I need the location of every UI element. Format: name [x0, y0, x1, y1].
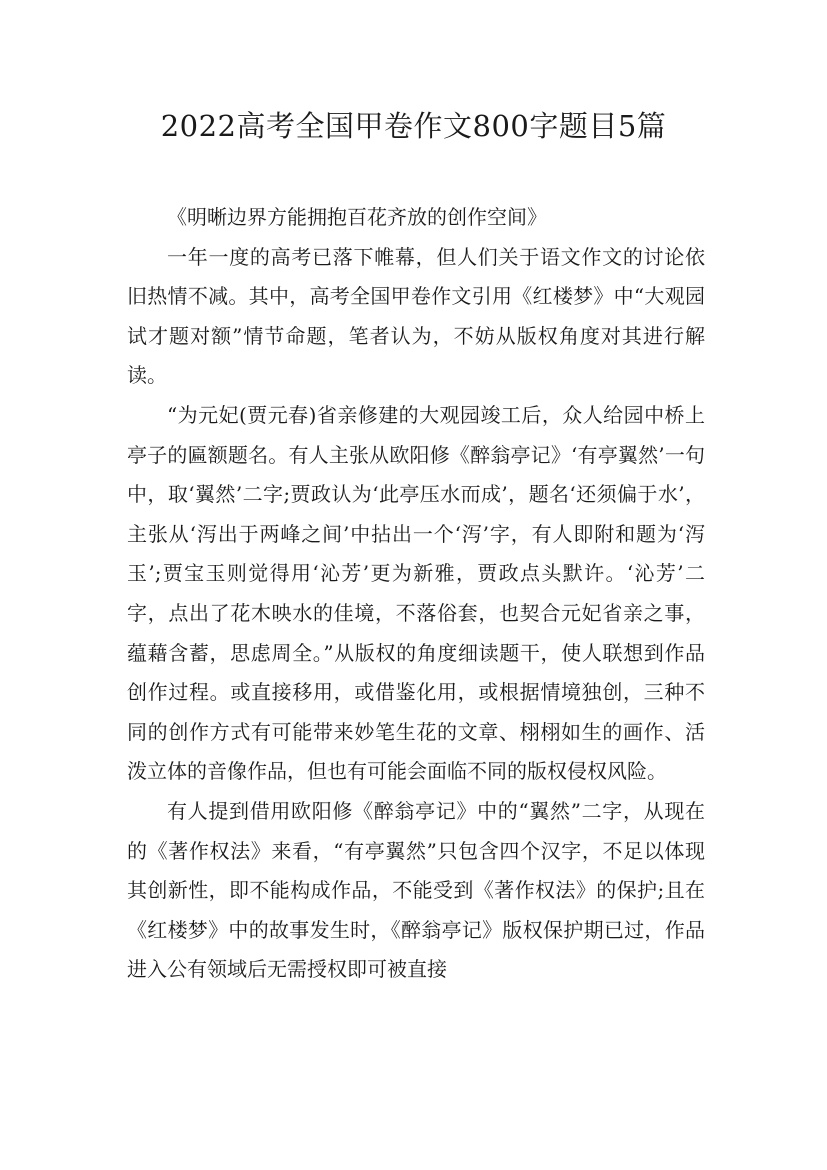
article-subtitle: 《明晰边界方能拥抱百花齐放的创作空间》: [167, 205, 547, 229]
paragraph-3: 有人提到借用欧阳修《醉翁亭记》中的“翼然”二字，从现在的《著作权法》来看，“有亭翼然”只包含四个汉字，不足以体现其创新性，即不能构成作品，不能受到《著作权法》的保护;且在《红楼梦》中的故事发生时，《醉翁亭记》版权保护期已过，作品进入公有领域后无需授权即可被直接: [127, 798, 705, 982]
paragraph-1: 一年一度的高考已落下帷幕，但人们关于语文作文的讨论依旧热情不减。其中，高考全国甲卷作文引用《红楼梦》中“大观园试才题对额”情节命题，笔者认为，不妨从版权角度对其进行解读。: [127, 244, 705, 388]
paragraph-2: “为元妃(贾元春)省亲修建的大观园竣工后，众人给园中桥上亭子的匾额题名。有人主张从欧阳修《醉翁亭记》‘有亭翼然’一句中，取‘翼然’二字;贾政认为‘此亭压水而成’，题名‘还须偏于水’，主张从‘泻出于两峰之间’中拈出一个‘泻’字，有人即附和题为‘泻玉’;贾宝玉则觉得用‘沁芳’更为新雅，贾政点头默许。‘沁芳’二字，点出了花木映水的佳境，不落俗套，也契合元妃省亲之事，蕴藉含蓄，思虑周全。”从版权的角度细读题干，使人联想到作品创作过程。或直接移用，或借鉴化用，或根据情境独创，三种不同的创作方式有可能带来妙笔生花的文章、栩栩如生的画作、活泼立体的音像作品，但也有可能会面临不同的版权侵权风险。: [127, 402, 705, 784]
document-body: [127, 198, 705, 990]
document-title: 2022高考全国甲卷作文800字题目5篇: [160, 109, 667, 143]
